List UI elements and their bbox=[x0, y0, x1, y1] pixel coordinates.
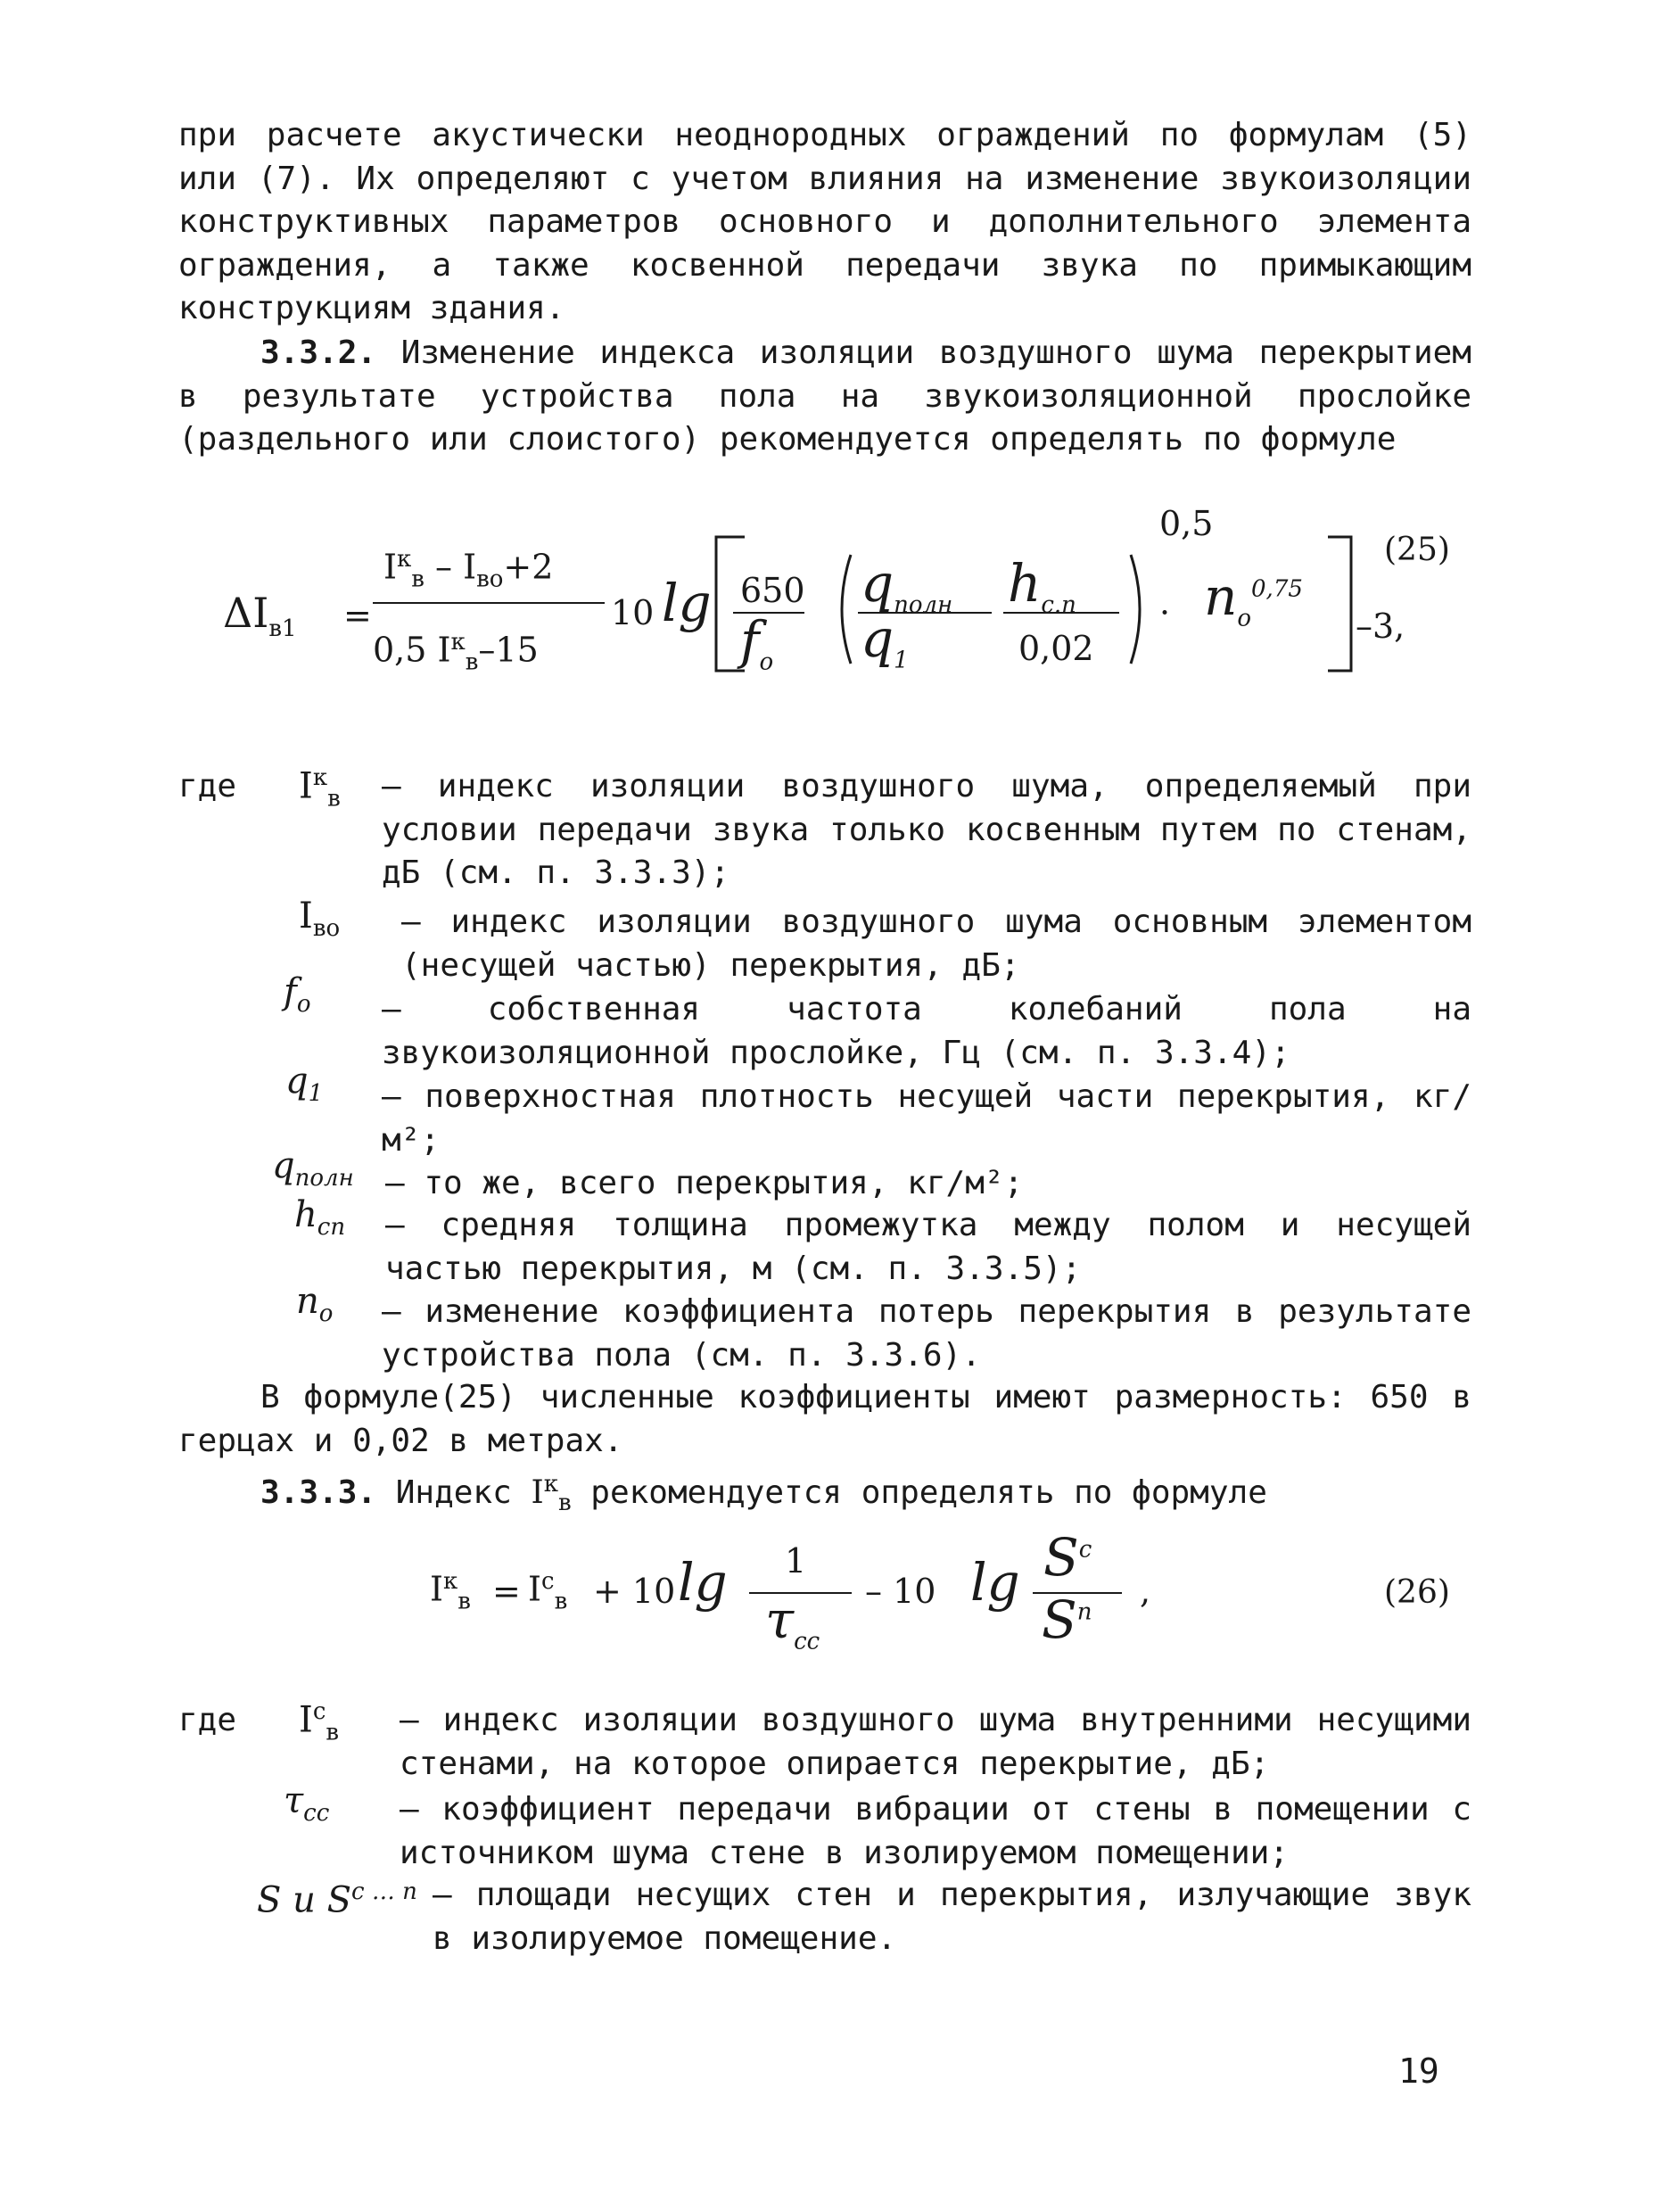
den-0-02: 0,02 bbox=[1018, 629, 1094, 668]
num-650: 650 bbox=[740, 571, 805, 610]
definition-symbol: $I^к_в$ bbox=[299, 764, 341, 813]
definition-text: – собственная частота колебаний пола на звукоизоляционной прослойке, Гц (см. п. 3.3.4); bbox=[382, 991, 1471, 1071]
definition-symbol: $I^с_в$ bbox=[299, 1698, 340, 1746]
q-one: $q_1$ bbox=[861, 608, 909, 674]
definition-symbol: $q_{полн}$ bbox=[272, 1145, 354, 1192]
section-number: 3.3.3. bbox=[260, 1474, 377, 1511]
lg-symbol: lg bbox=[662, 573, 712, 633]
definitions-25-cont bbox=[0, 1194, 1665, 1382]
n-zero: $n_о^{0,75}$ bbox=[1204, 566, 1303, 632]
fraction-numerator: $I^к_в - I_{во}+2$ bbox=[383, 546, 554, 593]
left-paren bbox=[829, 551, 856, 667]
definition-text: – поверхностная плотность несущей части перекрытия, кг/м²; bbox=[382, 1078, 1471, 1159]
num-1: 1 bbox=[785, 1541, 807, 1581]
definitions-26 bbox=[0, 1699, 1665, 1985]
definition-text: – то же, всего перекрытия, кг/м²; bbox=[385, 1165, 1024, 1201]
section-text: Индекс bbox=[395, 1474, 512, 1511]
equals-sign: = bbox=[492, 1572, 521, 1611]
section-3-3-3 bbox=[178, 1463, 1471, 1525]
plus-10: + 10 bbox=[593, 1572, 676, 1611]
intro-paragraph: при расчете акустически неоднородных ограждений по формулам (5) или (7). Их определяют с учетом влияния на изменение звукоизоляции конструктивных параметров основного и дополнительного элемента ограждения, а также косвенной передачи звука по примыкающим конструкциям здания. bbox=[178, 117, 1471, 326]
h-sp: $h_{с.п}$ bbox=[1008, 553, 1076, 619]
index-symbol: $I^к_в$ bbox=[531, 1471, 572, 1517]
minus-3: –3, bbox=[1356, 607, 1405, 646]
where-label: где bbox=[178, 768, 237, 805]
note-paragraph: В формуле(25) численные коэффициенты имеют размерность: 650 в герцах и 0,02 в метрах. bbox=[178, 1379, 1471, 1459]
coefficient-10: 10 bbox=[611, 593, 655, 632]
outer-exponent: 0,5 bbox=[1159, 504, 1214, 543]
minus-10: – 10 bbox=[865, 1572, 936, 1611]
equation-number-26: (26) bbox=[1384, 1574, 1450, 1611]
definition-symbol: $\tau_{сс}$ bbox=[284, 1780, 330, 1827]
definitions-25 bbox=[0, 765, 1665, 1265]
page-number: 19 bbox=[1398, 2051, 1439, 2091]
formula-lhs: $I^к_в$ bbox=[430, 1568, 471, 1615]
fraction-denominator: 0,5 $I^к_в-15$ bbox=[373, 629, 539, 676]
definition-text: – индекс изоляции воздушного шума, определяемый при условии передачи звука только косвенным путем по стенам, дБ (см. п. 3.3.3); bbox=[382, 768, 1471, 891]
section-text: рекомендуется определять по формуле bbox=[590, 1474, 1267, 1511]
q-polnoe: $q_{полн}$ bbox=[861, 553, 953, 619]
section-3-3-2 bbox=[178, 332, 1471, 462]
right-bracket bbox=[1324, 533, 1360, 676]
definition-text: – изменение коэффициента потерь перекрытия в результате устройства пола (см. п. 3.3.6). bbox=[382, 1293, 1471, 1374]
s-c: $S^с$ bbox=[1043, 1527, 1092, 1588]
definition-symbol: $f_о$ bbox=[284, 971, 311, 1018]
equation-number-25: (25) bbox=[1384, 532, 1450, 568]
definition-symbol: $n_о$ bbox=[296, 1281, 334, 1327]
right-paren bbox=[1125, 551, 1152, 667]
definition-symbol: $I_{во}$ bbox=[299, 896, 341, 942]
definition-text: – индекс изоляции воздушного шума основным элементом (несущей частью) перекрытия, дБ; bbox=[401, 904, 1471, 984]
definition-text: – площади несущих стен и перекрытия, излучающие звук в изолируемое помещение. bbox=[433, 1877, 1471, 1957]
section-number: 3.3.2. bbox=[260, 334, 377, 371]
dot-operator: · bbox=[1159, 593, 1171, 632]
section-text: Изменение индекса изоляции воздушного шума перекрытием в результате устройства пола на звукоизоляционной прослойке (раздельного или слоистого) рекомендуется определять по формуле bbox=[178, 334, 1471, 458]
fraction-bar bbox=[373, 602, 605, 604]
definition-text: – коэффициент передачи вибрации от стены в помещении с источником шума стене в изолируемом помещении; bbox=[400, 1791, 1471, 1871]
comma: , bbox=[1140, 1572, 1151, 1611]
definition-symbol: $q_1$ bbox=[285, 1061, 324, 1107]
formula-lhs: $\Delta I_{в1}$ bbox=[223, 589, 297, 643]
definition-text: – индекс изоляции воздушного шума внутренними несущими стенами, на которое опирается перекрытие, дБ; bbox=[400, 1702, 1471, 1782]
tau-cc: $\tau_{сс}$ bbox=[765, 1589, 820, 1655]
definition-symbol: $h_{сп}$ bbox=[294, 1194, 346, 1241]
f-zero: $f_о$ bbox=[740, 610, 774, 676]
definition-symbol: S и $S^{с \dots п}$ bbox=[257, 1878, 417, 1921]
where-label: где bbox=[178, 1702, 237, 1738]
s-p: $S^п$ bbox=[1042, 1589, 1092, 1650]
definition-text: – средняя толщина промежутка между полом и несущей частью перекрытия, м (см. п. 3.3.5); bbox=[385, 1207, 1471, 1287]
lg-symbol: lg bbox=[678, 1552, 728, 1613]
lg-symbol: lg bbox=[970, 1552, 1020, 1613]
term-i-c: $I^с_в$ bbox=[528, 1568, 568, 1615]
fraction-bar bbox=[1003, 612, 1119, 614]
equals-sign: = bbox=[343, 596, 372, 635]
